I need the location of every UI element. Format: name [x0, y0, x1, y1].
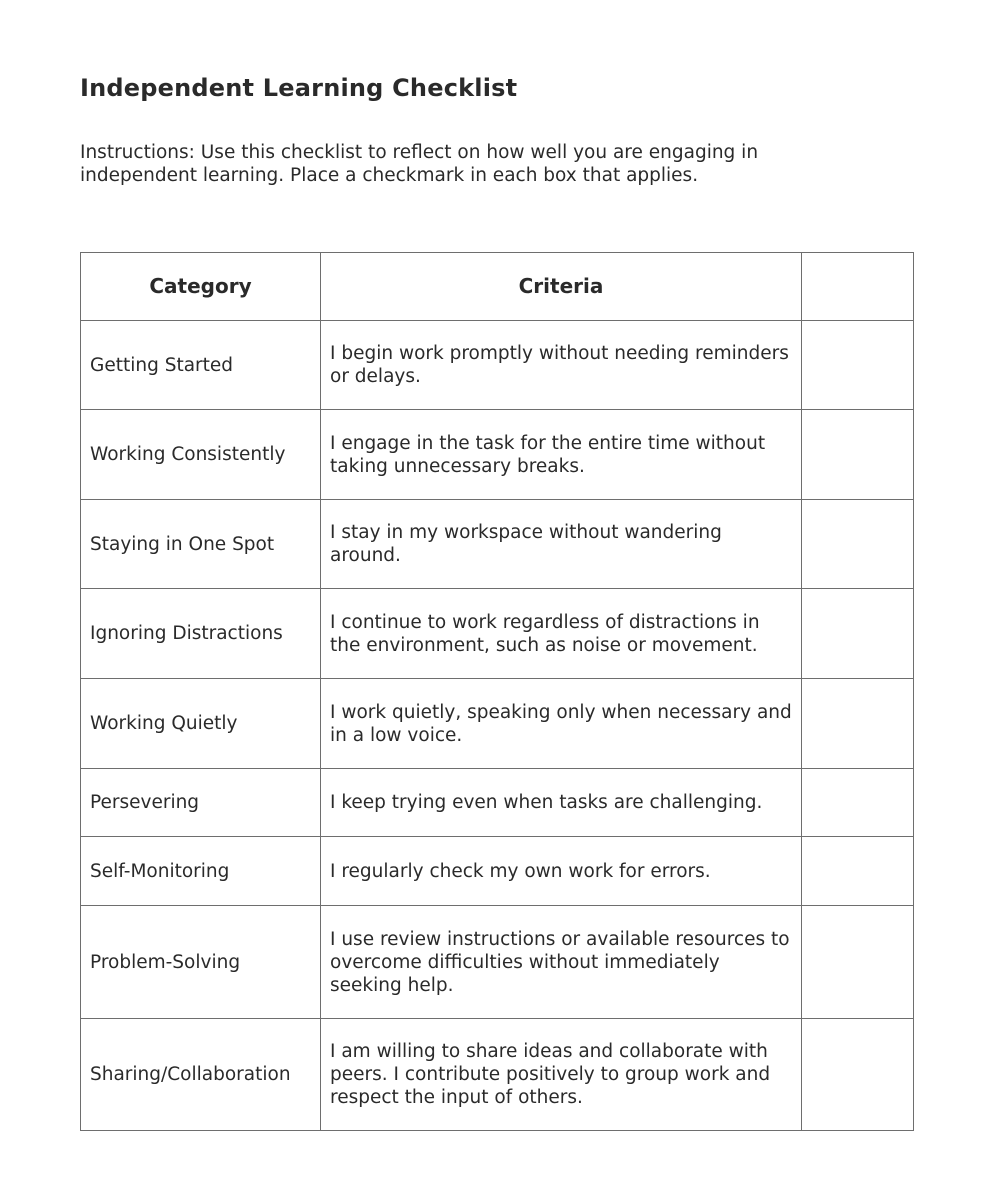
table-row — [81, 410, 914, 500]
category-cell: Getting Started — [81, 321, 321, 410]
header-criteria: Criteria — [321, 253, 802, 321]
criteria-cell: I engage in the task for the entire time without taking unnecessary breaks. — [321, 410, 802, 500]
table-row — [81, 589, 914, 679]
criteria-cell: I begin work promptly without needing reminders or delays. — [321, 321, 802, 410]
checkbox-cell[interactable] — [802, 1019, 914, 1131]
category-cell: Sharing/Collaboration — [81, 1019, 321, 1131]
table-row — [81, 500, 914, 589]
header-checkbox — [802, 253, 914, 321]
checkbox-cell[interactable] — [802, 321, 914, 410]
checkbox-cell[interactable] — [802, 500, 914, 589]
table-row — [81, 679, 914, 769]
checkbox-cell[interactable] — [802, 410, 914, 500]
criteria-cell: I use review instructions or available resources to overcome difficulties without immediately seeking help. — [321, 906, 802, 1019]
checkbox-cell[interactable] — [802, 837, 914, 906]
table-row — [81, 321, 914, 410]
header-row — [81, 253, 914, 321]
criteria-cell: I work quietly, speaking only when necessary and in a low voice. — [321, 679, 802, 769]
criteria-cell: I keep trying even when tasks are challenging. — [321, 769, 802, 837]
table-row — [81, 1019, 914, 1131]
category-cell: Ignoring Distractions — [81, 589, 321, 679]
table-row — [81, 769, 914, 837]
category-cell: Staying in One Spot — [81, 500, 321, 589]
checkbox-cell[interactable] — [802, 769, 914, 837]
category-cell: Working Quietly — [81, 679, 321, 769]
checkbox-cell[interactable] — [802, 906, 914, 1019]
criteria-cell: I regularly check my own work for errors. — [321, 837, 802, 906]
category-cell: Working Consistently — [81, 410, 321, 500]
page-title: Independent Learning Checklist — [80, 74, 518, 102]
category-cell: Persevering — [81, 769, 321, 837]
criteria-cell: I continue to work regardless of distractions in the environment, such as noise or movement. — [321, 589, 802, 679]
checkbox-cell[interactable] — [802, 589, 914, 679]
category-cell: Self-Monitoring — [81, 837, 321, 906]
table-row — [81, 837, 914, 906]
criteria-cell: I stay in my workspace without wandering around. — [321, 500, 802, 589]
criteria-cell: I am willing to share ideas and collaborate with peers. I contribute positively to group work and respect the input of others. — [321, 1019, 802, 1131]
instructions-text: Instructions: Use this checklist to reflect on how well you are engaging in independent learning. Place a checkmark in each box that applies. — [80, 142, 759, 186]
checkbox-cell[interactable] — [802, 679, 914, 769]
table-row — [81, 906, 914, 1019]
category-cell: Problem-Solving — [81, 906, 321, 1019]
checklist-table — [80, 252, 914, 1131]
header-category: Category — [81, 253, 321, 321]
